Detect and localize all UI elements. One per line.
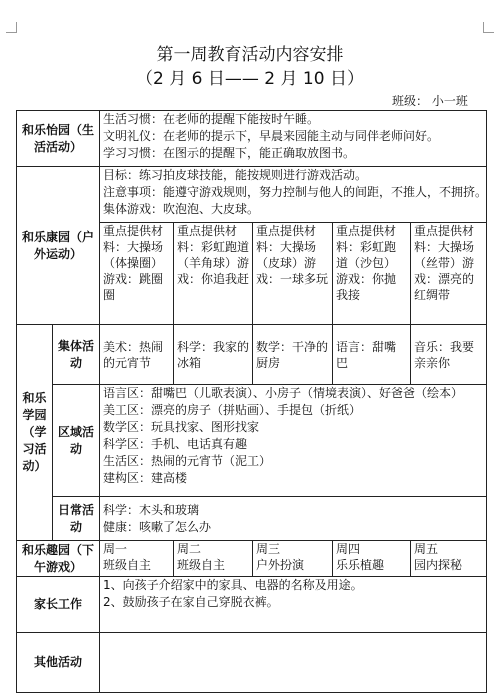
learning-area-row [17, 385, 487, 497]
fun-activity: 班级自主 [103, 558, 152, 572]
material-cell: 重点提供材料：大操场（皮球）游戏：一球多玩 [253, 223, 333, 325]
material-cell: 重点提供材料：大操场（丝带）游戏：漂亮的红绸带 [411, 223, 487, 325]
other-label: 其他活动 [17, 633, 100, 693]
fun-row [17, 541, 487, 577]
material-cell: 重点提供材料：彩虹跑道（沙包）游戏：你抛我接 [333, 223, 411, 325]
material-cell: 重点提供材料：大操场（体操圈）游戏：跳圈圈 [100, 223, 174, 325]
outdoor-row [17, 167, 487, 223]
material-cell: 重点提供材料：彩虹跑道（羊角球）游戏：你追我赶 [174, 223, 253, 325]
life-line: 学习习惯：在图示的提醒下，能正确取放图书。 [103, 146, 356, 160]
fun-activity: 班级自主 [177, 558, 226, 572]
learning-label: 和乐学园（学习活动） [17, 325, 53, 541]
area-line: 科学区：手机、电话真有趣 [103, 437, 248, 451]
area-line: 语言区：甜嘴巴（儿歌表演）、小房子（情境表演）、好爸爸（绘本） [103, 386, 464, 400]
daily-activity-content [100, 497, 487, 541]
parents-line: 1、向孩子介绍家中的家具、电器的名称及用途。 [103, 578, 363, 592]
area-activity-label: 区域活动 [53, 385, 100, 497]
fun-day-cell [411, 541, 487, 577]
fun-day-cell [100, 541, 174, 577]
area-line: 生活区：热闹的元宵节（泥工） [103, 454, 272, 468]
fun-activity: 乐乐植趣 [336, 558, 385, 572]
fun-activity: 园内探秘 [414, 558, 463, 572]
group-activity-item: 语言：甜嘴巴 [333, 325, 411, 385]
page-title: 第一周教育活动内容安排 [156, 45, 344, 65]
daily-line: 健康：咳嗽了怎么办 [103, 519, 212, 534]
outdoor-line: 目标：练习拍皮球技能，能按规则进行游戏活动。 [103, 168, 368, 182]
area-line: 美工区：漂亮的房子（拼贴画）、手提包（折纸） [103, 403, 362, 417]
fun-activity: 户外扮演 [256, 558, 305, 572]
fun-day: 周二 [177, 542, 202, 556]
other-content [100, 633, 487, 693]
schedule-table [16, 110, 487, 693]
corner-mark-right [483, 22, 494, 33]
parents-label: 家长工作 [17, 577, 100, 633]
life-label: 和乐怡园（生活活动） [17, 111, 100, 167]
group-activity-item: 音乐：我要亲亲你 [411, 325, 487, 385]
life-content [100, 111, 487, 167]
area-line: 建构区：建高楼 [103, 471, 188, 485]
fun-day: 周三 [256, 542, 281, 556]
learning-group-row [17, 325, 487, 385]
daily-activity-label: 日常活动 [53, 497, 100, 541]
class-label: 班级： 小一班 [392, 94, 468, 108]
fun-label: 和乐趣园（下午游戏） [17, 541, 100, 577]
outdoor-line: 注意事项：能遵守游戏规则，努力控制与他人的间距，不推人，不拥挤。 [103, 185, 488, 199]
outdoor-content [100, 167, 487, 223]
date-range: （2 月 6 日—— 2 月 10 日） [136, 69, 364, 89]
outdoor-line: 集体游戏：吹泡泡、大皮球。 [103, 202, 260, 216]
group-activity-label: 集体活动 [53, 325, 100, 385]
parents-line: 2、鼓励孩子在家自己穿脱衣裤。 [103, 595, 279, 609]
other-row [17, 633, 487, 693]
parents-row [17, 577, 487, 633]
area-line: 数学区：玩具找家、图形找家 [103, 420, 260, 434]
learning-daily-row [17, 497, 487, 541]
corner-mark-left [6, 22, 17, 33]
fun-day: 周四 [336, 542, 361, 556]
parents-content [100, 577, 487, 633]
fun-day: 周五 [414, 542, 439, 556]
daily-line: 科学：木头和玻璃 [103, 502, 200, 517]
fun-day: 周一 [103, 542, 128, 556]
area-activity-content [100, 385, 487, 497]
group-activity-item: 美术：热闹的元宵节 [100, 325, 174, 385]
life-row [17, 111, 487, 167]
group-activity-item: 科学：我家的冰箱 [174, 325, 253, 385]
fun-day-cell [253, 541, 333, 577]
outdoor-label: 和乐康园（户外运动） [17, 167, 100, 325]
fun-day-cell [174, 541, 253, 577]
fun-day-cell [333, 541, 411, 577]
group-activity-item: 数学：干净的厨房 [253, 325, 333, 385]
life-line: 生活习惯：在老师的提醒下能按时午睡。 [103, 112, 320, 126]
life-line: 文明礼仪：在老师的提示下，早晨来园能主动与同伴老师问好。 [103, 129, 440, 143]
